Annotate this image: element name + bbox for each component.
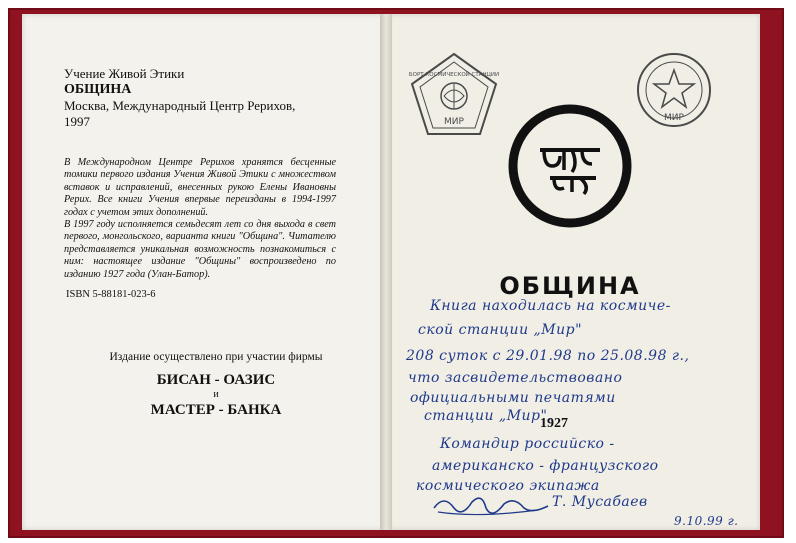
inscription-line: американско - французского <box>432 458 659 474</box>
book-title: ОБЩИНА <box>64 82 132 97</box>
imprint-header <box>64 66 334 130</box>
note-paragraph: В Международном Центре Рерихов хранятся бесценные томики первого издания Учения Живой Этики с множеством вставок и исправлений, внесенных рукою Елены Ивановны Рерих. Все книги Учения впервые переизданы в 1994-1997 годах с учетом этих дополнений. <box>64 157 336 218</box>
inscription-line: станции „Мир". <box>424 408 553 424</box>
publisher: Москва, Международный Центр Рерихов, <box>64 98 296 113</box>
sponsor-company-2: МАСТЕР - БАНКА <box>150 402 282 418</box>
station-stamp-left <box>406 50 502 140</box>
signature <box>432 490 552 525</box>
stamp-left-bottom: МИР <box>444 117 464 127</box>
inscription-line: что засвидетельствовано <box>408 370 623 386</box>
inscription-line: Командир российско - <box>440 436 615 452</box>
stamp-left-text: БОРТ КОСМИЧЕСКОЙ СТАНЦИИ <box>408 72 500 78</box>
inscription-line: 208 суток с 29.01.98 по 25.08.98 г., <box>406 348 690 364</box>
sponsor-company-1: БИСАН - ОАЗИС <box>156 372 276 388</box>
sponsor-conjunction: и <box>213 389 219 400</box>
series-name: Учение Живой Этики <box>64 66 185 81</box>
inscription-line: Книга находилась на космиче- <box>430 298 671 314</box>
stamp-right-bottom: МИР <box>664 113 684 123</box>
note-paragraph: В 1997 году исполняется семьдесят лет со дня выхода в свет первого, монгольского, варианта книги "Община". Читателю представляется уникальная возможность познакомиться с ним: настоящее издание "Общины" воспроизведено по изданию 1927 года (Улан-Батор). <box>64 219 336 280</box>
publication-year: 1997 <box>64 114 90 129</box>
right-page-title: ОБЩИНА <box>499 272 641 300</box>
signature-date: 9.10.99 г. <box>674 514 739 528</box>
inscription-line: ской станции „Мир" <box>418 322 583 338</box>
editorial-note <box>64 157 336 281</box>
book-gutter <box>380 14 392 530</box>
book-emblem <box>506 102 634 230</box>
inscription-line: официальными печатями <box>410 390 616 406</box>
sponsor-block <box>96 350 336 419</box>
station-stamp-right <box>634 50 714 130</box>
sponsor-intro: Издание осуществлено при участии фирмы <box>109 351 323 363</box>
isbn: ISBN 5-88181-023-6 <box>66 289 156 300</box>
signatory-name: Т. Мусабаев <box>552 494 648 510</box>
right-page-year: 1927 <box>540 416 568 431</box>
inscription-line: космического экипажа <box>416 478 600 494</box>
